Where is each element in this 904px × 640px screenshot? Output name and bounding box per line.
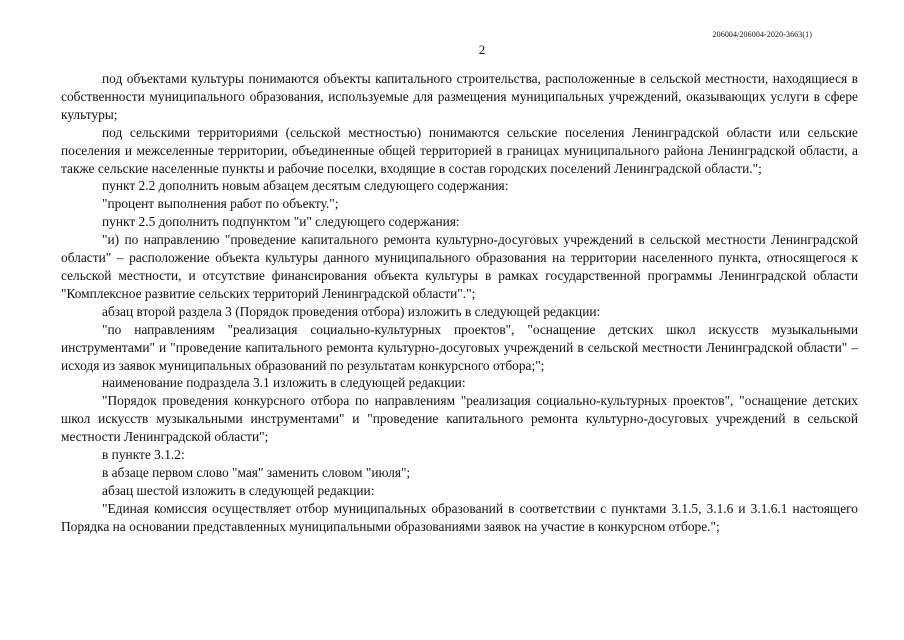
- paragraph: "и) по направлению "проведение капитального ремонта культурно-досуговых учреждений в сельской местности Ленинградской области" – расположение объекта культуры данного муниципального образования на территории населенного пункта, относящегося к сельской местности, и отсутствие финансирования объекта культуры в рамках государственной программы Ленинградской области "Комплексное развитие сельских территорий Ленинградской области".";: [61, 232, 858, 301]
- paragraph: "Порядок проведения конкурсного отбора по направлениям "реализация социально-культурных проектов", "оснащение детских школ искусств музыкальными инструментами" и "проведение капитального ремонта культурно-досуговых учреждений в сельской местности Ленинградской области";: [61, 393, 858, 445]
- paragraph: в пункте 3.1.2:: [102, 447, 185, 463]
- paragraph: под объектами культуры понимаются объекты капитального строительства, расположенные в сельской местности, находящиеся в собственности муниципального образования, используемые для размещения муниципальных учреждений, оказывающих услуги в сфере культуры;: [61, 71, 858, 122]
- paragraph: в абзаце первом слово "мая" заменить словом "июля";: [102, 464, 411, 480]
- paragraph: абзац второй раздела 3 (Порядок проведения отбора) изложить в следующей редакции:: [102, 303, 601, 319]
- paragraph: пункт 2.5 дополнить подпунктом "и" следующего содержания:: [102, 214, 460, 230]
- paragraph: "процент выполнения работ по объекту.";: [102, 196, 339, 212]
- paragraph: абзац шестой изложить в следующей редакции:: [102, 482, 375, 498]
- paragraph: "по направлениям "реализация социально-культурных проектов", "оснащение детских школ искусств музыкальными инструментами" и "проведение капитального ремонта культурно-досуговых учреждений в сельской местности Ленинградской области" – исходя из заявок муниципальных образований по результатам конкурсного отбора;";: [61, 321, 858, 373]
- paragraph: под сельскими территориями (сельской местностью) понимаются сельские поселения Ленинградской области или сельские поселения и межселенные территории, объединенные общей территорией в границах муниципального района Ленинградской области, а также сельские населенные пункты и рабочие поселки, входящие в состав городских поселений Ленинградской области.";: [61, 124, 858, 176]
- page-number: 2: [478, 42, 486, 57]
- paragraph: наименование подраздела 3.1 изложить в следующей редакции:: [102, 375, 466, 391]
- paragraph: "Единая комиссия осуществляет отбор муниципальных образований в соответствии с пунктами 3.1.5, 3.1.6 и 3.1.6.1 настоящего Порядка на основании представленных муниципальными образованиями заявок на участие в конкурсном отборе.";: [61, 500, 858, 534]
- paragraph: пункт 2.2 дополнить новым абзацем десятым следующего содержания:: [102, 178, 509, 194]
- document-body: [61, 70, 858, 536]
- document-id: 206004/206004-2020-3663(1): [712, 30, 812, 39]
